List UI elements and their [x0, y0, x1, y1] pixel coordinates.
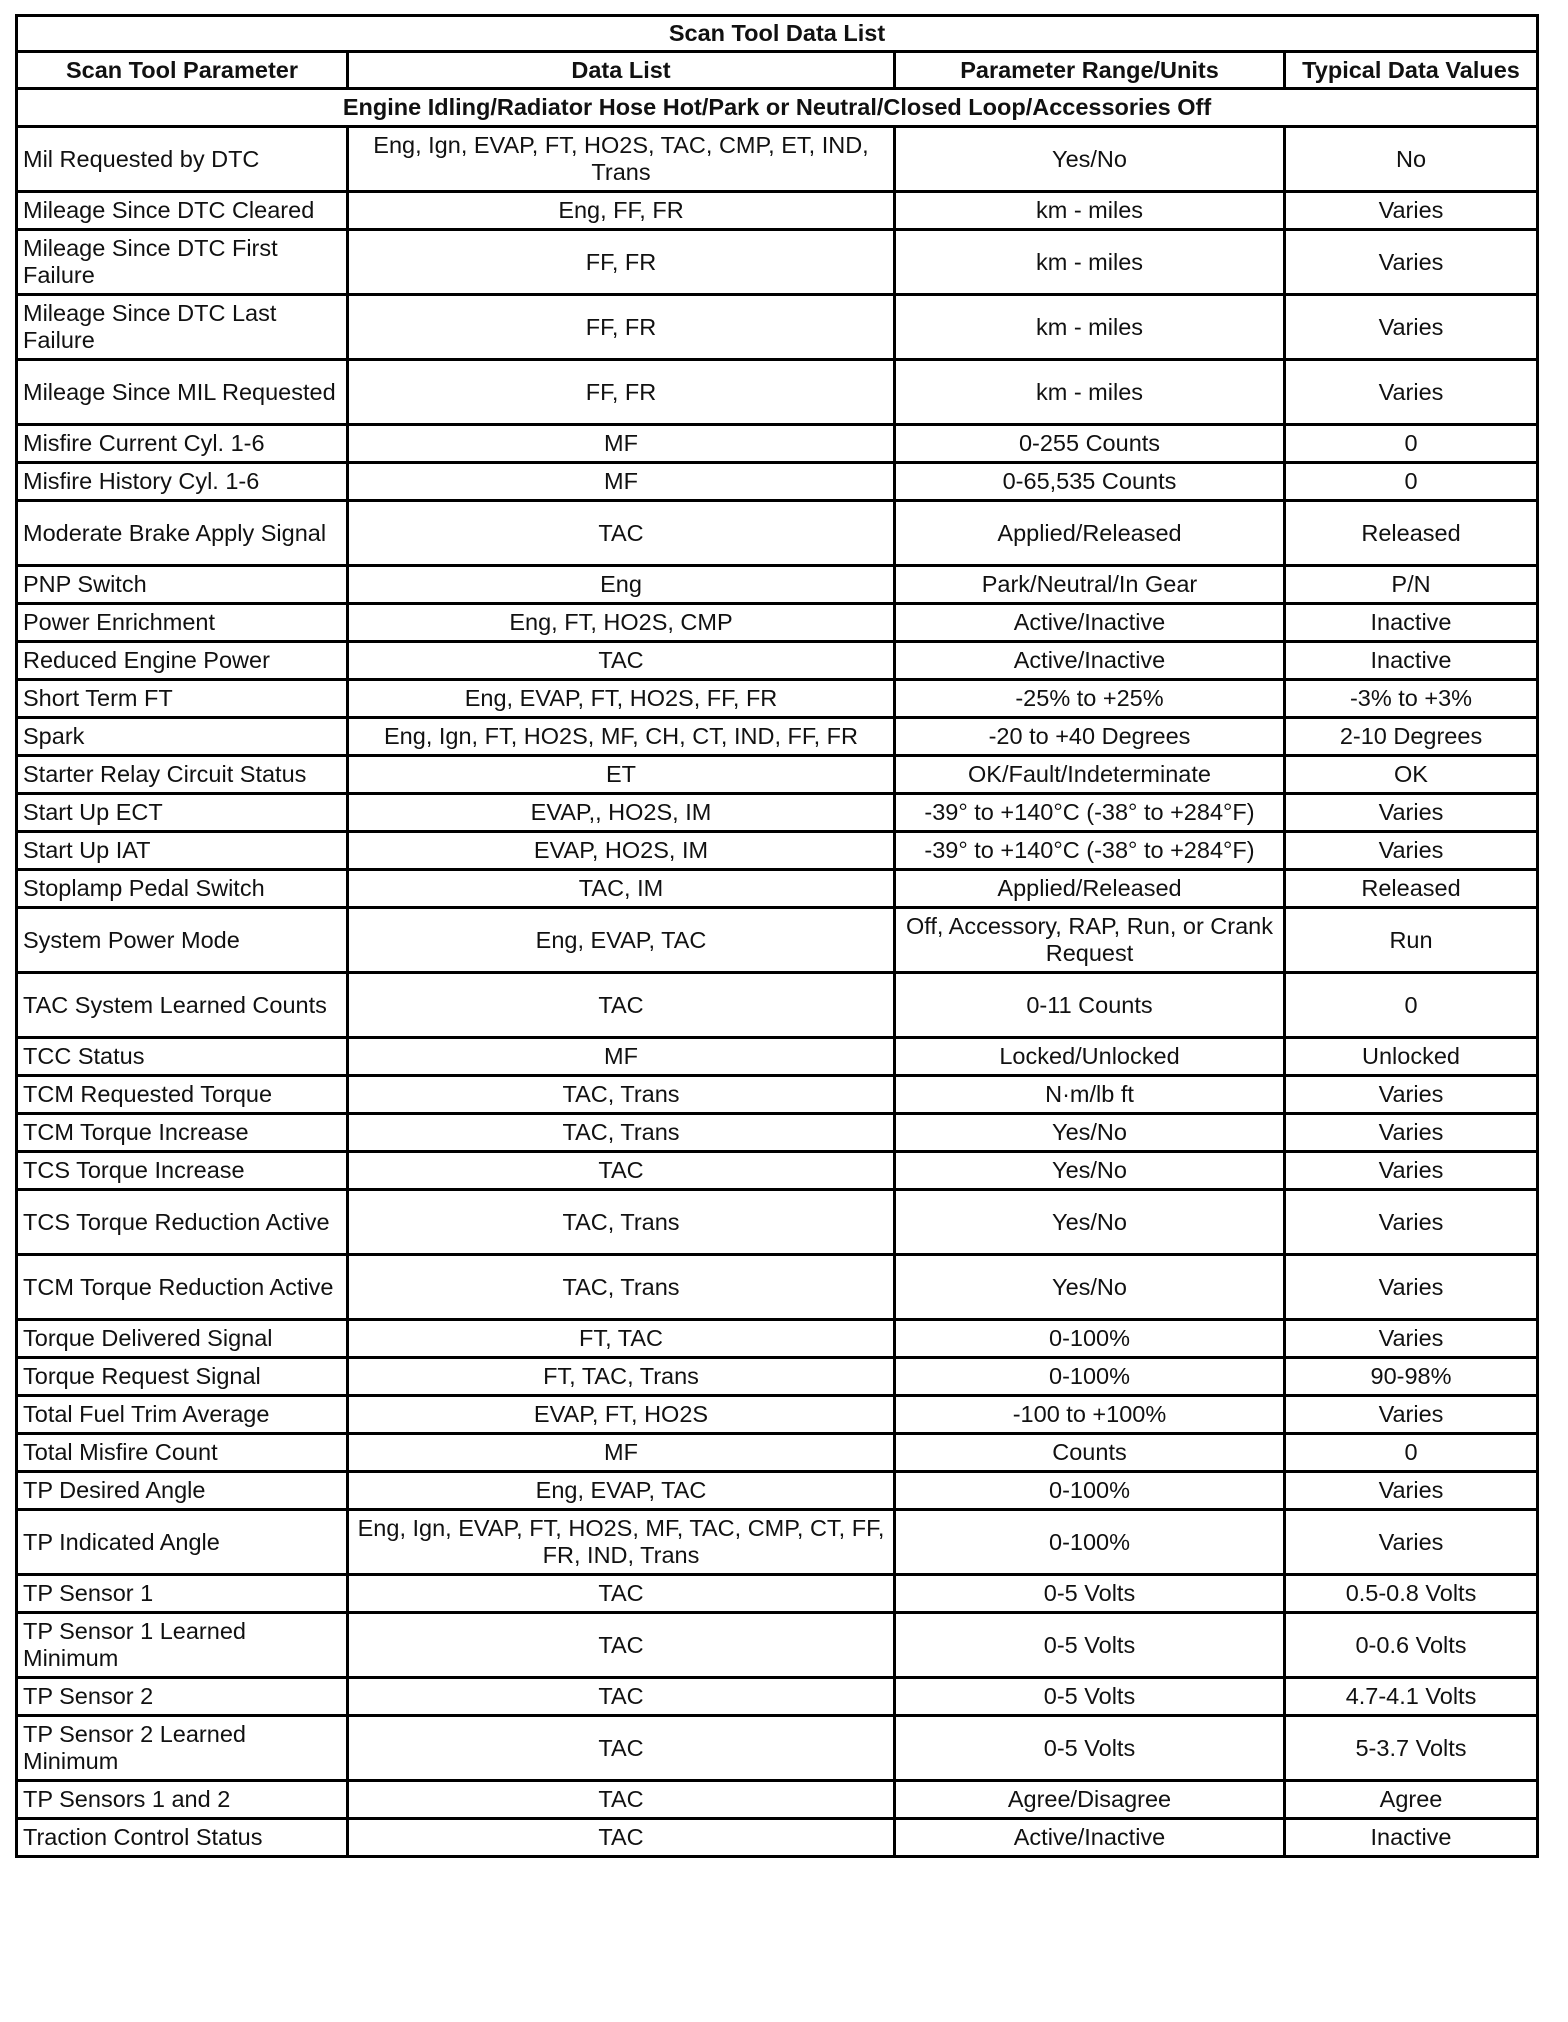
- table-row: [17, 1396, 1538, 1434]
- typical-value-cell: Inactive: [1285, 604, 1538, 642]
- typical-value-cell: Run: [1285, 908, 1538, 973]
- param-cell: TCS Torque Reduction Active: [17, 1190, 348, 1255]
- data-list-cell: FF, FR: [348, 295, 895, 360]
- table-row: [17, 1472, 1538, 1510]
- param-cell: PNP Switch: [17, 566, 348, 604]
- range-units-cell: 0-255 Counts: [895, 425, 1285, 463]
- typical-value-cell: Varies: [1285, 192, 1538, 230]
- data-list-cell: ET: [348, 756, 895, 794]
- data-list-cell: TAC: [348, 1819, 895, 1857]
- table-row: [17, 908, 1538, 973]
- param-cell: Spark: [17, 718, 348, 756]
- param-cell: TCC Status: [17, 1038, 348, 1076]
- table-row: [17, 566, 1538, 604]
- range-units-cell: Counts: [895, 1434, 1285, 1472]
- range-units-cell: -39° to +140°C (-38° to +284°F): [895, 832, 1285, 870]
- table-row: [17, 870, 1538, 908]
- typical-value-cell: 0-0.6 Volts: [1285, 1613, 1538, 1678]
- param-cell: Start Up IAT: [17, 832, 348, 870]
- range-units-cell: 0-100%: [895, 1320, 1285, 1358]
- typical-value-cell: 2-10 Degrees: [1285, 718, 1538, 756]
- typical-value-cell: P/N: [1285, 566, 1538, 604]
- typical-value-cell: Varies: [1285, 1076, 1538, 1114]
- table-row: [17, 1152, 1538, 1190]
- data-list-cell: EVAP, FT, HO2S: [348, 1396, 895, 1434]
- data-list-cell: Eng: [348, 566, 895, 604]
- typical-value-cell: Varies: [1285, 230, 1538, 295]
- typical-value-cell: Varies: [1285, 1255, 1538, 1320]
- typical-value-cell: No: [1285, 127, 1538, 192]
- param-cell: Reduced Engine Power: [17, 642, 348, 680]
- table-row: [17, 1678, 1538, 1716]
- table-row: [17, 680, 1538, 718]
- typical-value-cell: 5-3.7 Volts: [1285, 1716, 1538, 1781]
- param-cell: TCM Requested Torque: [17, 1076, 348, 1114]
- param-cell: TAC System Learned Counts: [17, 973, 348, 1038]
- data-list-cell: EVAP,, HO2S, IM: [348, 794, 895, 832]
- range-units-cell: Yes/No: [895, 127, 1285, 192]
- table-row: [17, 1434, 1538, 1472]
- data-list-cell: TAC, Trans: [348, 1114, 895, 1152]
- table-row: [17, 1510, 1538, 1575]
- data-list-cell: MF: [348, 1038, 895, 1076]
- param-cell: Misfire Current Cyl. 1-6: [17, 425, 348, 463]
- param-cell: Torque Delivered Signal: [17, 1320, 348, 1358]
- header-data-list: Data List: [348, 52, 895, 89]
- typical-value-cell: Varies: [1285, 1320, 1538, 1358]
- range-units-cell: 0-100%: [895, 1358, 1285, 1396]
- param-cell: TCM Torque Reduction Active: [17, 1255, 348, 1320]
- param-cell: Mileage Since DTC First Failure: [17, 230, 348, 295]
- data-list-cell: TAC: [348, 1152, 895, 1190]
- typical-value-cell: Varies: [1285, 1396, 1538, 1434]
- typical-value-cell: Unlocked: [1285, 1038, 1538, 1076]
- param-cell: Start Up ECT: [17, 794, 348, 832]
- data-list-cell: FF, FR: [348, 230, 895, 295]
- range-units-cell: -39° to +140°C (-38° to +284°F): [895, 794, 1285, 832]
- data-list-cell: TAC: [348, 1716, 895, 1781]
- data-list-cell: TAC: [348, 1613, 895, 1678]
- typical-value-cell: Inactive: [1285, 1819, 1538, 1857]
- typical-value-cell: -3% to +3%: [1285, 680, 1538, 718]
- range-units-cell: -20 to +40 Degrees: [895, 718, 1285, 756]
- typical-value-cell: 0: [1285, 463, 1538, 501]
- table-body: [17, 89, 1538, 1857]
- range-units-cell: 0-5 Volts: [895, 1613, 1285, 1678]
- range-units-cell: km - miles: [895, 192, 1285, 230]
- header-typical-data-values: Typical Data Values: [1285, 52, 1538, 89]
- param-cell: Mileage Since DTC Last Failure: [17, 295, 348, 360]
- data-list-cell: Eng, EVAP, TAC: [348, 1472, 895, 1510]
- typical-value-cell: Released: [1285, 870, 1538, 908]
- param-cell: Misfire History Cyl. 1-6: [17, 463, 348, 501]
- condition-text: Engine Idling/Radiator Hose Hot/Park or Neutral/Closed Loop/Accessories Off: [17, 89, 1538, 127]
- param-cell: Traction Control Status: [17, 1819, 348, 1857]
- table-row: [17, 1358, 1538, 1396]
- data-list-cell: Eng, EVAP, FT, HO2S, FF, FR: [348, 680, 895, 718]
- range-units-cell: 0-100%: [895, 1510, 1285, 1575]
- table-row: [17, 1190, 1538, 1255]
- typical-value-cell: Varies: [1285, 1472, 1538, 1510]
- data-list-cell: TAC, IM: [348, 870, 895, 908]
- data-list-cell: FF, FR: [348, 360, 895, 425]
- data-list-cell: TAC: [348, 642, 895, 680]
- typical-value-cell: Varies: [1285, 295, 1538, 360]
- param-cell: TP Sensor 1 Learned Minimum: [17, 1613, 348, 1678]
- range-units-cell: Active/Inactive: [895, 1819, 1285, 1857]
- condition-row: [17, 89, 1538, 127]
- range-units-cell: 0-11 Counts: [895, 973, 1285, 1038]
- range-units-cell: km - miles: [895, 360, 1285, 425]
- typical-value-cell: Inactive: [1285, 642, 1538, 680]
- table-title: Scan Tool Data List: [17, 16, 1538, 52]
- data-list-cell: FT, TAC: [348, 1320, 895, 1358]
- param-cell: TCS Torque Increase: [17, 1152, 348, 1190]
- header-row: [17, 52, 1538, 89]
- typical-value-cell: OK: [1285, 756, 1538, 794]
- data-list-cell: MF: [348, 1434, 895, 1472]
- data-list-cell: MF: [348, 463, 895, 501]
- range-units-cell: -100 to +100%: [895, 1396, 1285, 1434]
- typical-value-cell: Varies: [1285, 794, 1538, 832]
- data-list-cell: TAC, Trans: [348, 1190, 895, 1255]
- range-units-cell: 0-5 Volts: [895, 1716, 1285, 1781]
- table-row: [17, 1716, 1538, 1781]
- typical-value-cell: Varies: [1285, 1152, 1538, 1190]
- table-row: [17, 1819, 1538, 1857]
- table-row: [17, 1076, 1538, 1114]
- data-list-cell: TAC: [348, 1781, 895, 1819]
- range-units-cell: Yes/No: [895, 1114, 1285, 1152]
- range-units-cell: 0-100%: [895, 1472, 1285, 1510]
- table-row: [17, 718, 1538, 756]
- table-row: [17, 794, 1538, 832]
- table-row: [17, 1613, 1538, 1678]
- table-row: [17, 642, 1538, 680]
- data-list-cell: TAC, Trans: [348, 1076, 895, 1114]
- data-list-cell: FT, TAC, Trans: [348, 1358, 895, 1396]
- range-units-cell: km - miles: [895, 295, 1285, 360]
- param-cell: Mileage Since MIL Requested: [17, 360, 348, 425]
- data-list-cell: Eng, Ign, EVAP, FT, HO2S, MF, TAC, CMP, CT, FF, FR, IND, Trans: [348, 1510, 895, 1575]
- param-cell: TP Indicated Angle: [17, 1510, 348, 1575]
- table-title-row: [17, 16, 1538, 52]
- table-row: [17, 501, 1538, 566]
- typical-value-cell: 0: [1285, 1434, 1538, 1472]
- param-cell: Moderate Brake Apply Signal: [17, 501, 348, 566]
- scan-tool-data-table: [15, 14, 1539, 1858]
- data-list-cell: MF: [348, 425, 895, 463]
- table-row: [17, 360, 1538, 425]
- typical-value-cell: Released: [1285, 501, 1538, 566]
- typical-value-cell: Varies: [1285, 832, 1538, 870]
- param-cell: Starter Relay Circuit Status: [17, 756, 348, 794]
- range-units-cell: Active/Inactive: [895, 604, 1285, 642]
- range-units-cell: N·m/lb ft: [895, 1076, 1285, 1114]
- typical-value-cell: 0.5-0.8 Volts: [1285, 1575, 1538, 1613]
- range-units-cell: Yes/No: [895, 1152, 1285, 1190]
- data-list-cell: Eng, Ign, FT, HO2S, MF, CH, CT, IND, FF, FR: [348, 718, 895, 756]
- table-row: [17, 1038, 1538, 1076]
- table-row: [17, 425, 1538, 463]
- param-cell: Mileage Since DTC Cleared: [17, 192, 348, 230]
- range-units-cell: 0-65,535 Counts: [895, 463, 1285, 501]
- table-row: [17, 832, 1538, 870]
- range-units-cell: Applied/Released: [895, 501, 1285, 566]
- range-units-cell: Park/Neutral/In Gear: [895, 566, 1285, 604]
- range-units-cell: Yes/No: [895, 1255, 1285, 1320]
- table-row: [17, 1575, 1538, 1613]
- param-cell: TP Sensors 1 and 2: [17, 1781, 348, 1819]
- table-row: [17, 1255, 1538, 1320]
- data-list-cell: TAC: [348, 973, 895, 1038]
- typical-value-cell: Varies: [1285, 360, 1538, 425]
- range-units-cell: 0-5 Volts: [895, 1575, 1285, 1613]
- param-cell: TP Sensor 2: [17, 1678, 348, 1716]
- param-cell: Torque Request Signal: [17, 1358, 348, 1396]
- table-row: [17, 230, 1538, 295]
- table-row: [17, 1781, 1538, 1819]
- data-list-cell: EVAP, HO2S, IM: [348, 832, 895, 870]
- header-scan-tool-parameter: Scan Tool Parameter: [17, 52, 348, 89]
- typical-value-cell: Varies: [1285, 1510, 1538, 1575]
- data-list-cell: Eng, EVAP, TAC: [348, 908, 895, 973]
- param-cell: Total Fuel Trim Average: [17, 1396, 348, 1434]
- typical-value-cell: 0: [1285, 425, 1538, 463]
- typical-value-cell: Varies: [1285, 1114, 1538, 1152]
- param-cell: Total Misfire Count: [17, 1434, 348, 1472]
- data-list-cell: Eng, FF, FR: [348, 192, 895, 230]
- data-list-cell: Eng, Ign, EVAP, FT, HO2S, TAC, CMP, ET, IND, Trans: [348, 127, 895, 192]
- param-cell: TP Desired Angle: [17, 1472, 348, 1510]
- range-units-cell: -25% to +25%: [895, 680, 1285, 718]
- header-parameter-range-units: Parameter Range/Units: [895, 52, 1285, 89]
- table-row: [17, 973, 1538, 1038]
- param-cell: TP Sensor 1: [17, 1575, 348, 1613]
- range-units-cell: Locked/Unlocked: [895, 1038, 1285, 1076]
- typical-value-cell: Varies: [1285, 1190, 1538, 1255]
- range-units-cell: Off, Accessory, RAP, Run, or Crank Request: [895, 908, 1285, 973]
- range-units-cell: Yes/No: [895, 1190, 1285, 1255]
- table-row: [17, 756, 1538, 794]
- param-cell: Stoplamp Pedal Switch: [17, 870, 348, 908]
- range-units-cell: km - miles: [895, 230, 1285, 295]
- data-list-cell: Eng, FT, HO2S, CMP: [348, 604, 895, 642]
- data-list-cell: TAC: [348, 1678, 895, 1716]
- param-cell: TP Sensor 2 Learned Minimum: [17, 1716, 348, 1781]
- param-cell: Short Term FT: [17, 680, 348, 718]
- param-cell: TCM Torque Increase: [17, 1114, 348, 1152]
- typical-value-cell: Agree: [1285, 1781, 1538, 1819]
- typical-value-cell: 90-98%: [1285, 1358, 1538, 1396]
- range-units-cell: OK/Fault/Indeterminate: [895, 756, 1285, 794]
- table-row: [17, 604, 1538, 642]
- typical-value-cell: 4.7-4.1 Volts: [1285, 1678, 1538, 1716]
- range-units-cell: Agree/Disagree: [895, 1781, 1285, 1819]
- table-row: [17, 295, 1538, 360]
- table-row: [17, 192, 1538, 230]
- data-list-cell: TAC, Trans: [348, 1255, 895, 1320]
- data-list-cell: TAC: [348, 501, 895, 566]
- param-cell: Power Enrichment: [17, 604, 348, 642]
- range-units-cell: 0-5 Volts: [895, 1678, 1285, 1716]
- range-units-cell: Applied/Released: [895, 870, 1285, 908]
- table-row: [17, 463, 1538, 501]
- table-row: [17, 127, 1538, 192]
- param-cell: System Power Mode: [17, 908, 348, 973]
- table-row: [17, 1320, 1538, 1358]
- range-units-cell: Active/Inactive: [895, 642, 1285, 680]
- data-list-cell: TAC: [348, 1575, 895, 1613]
- typical-value-cell: 0: [1285, 973, 1538, 1038]
- param-cell: Mil Requested by DTC: [17, 127, 348, 192]
- table-row: [17, 1114, 1538, 1152]
